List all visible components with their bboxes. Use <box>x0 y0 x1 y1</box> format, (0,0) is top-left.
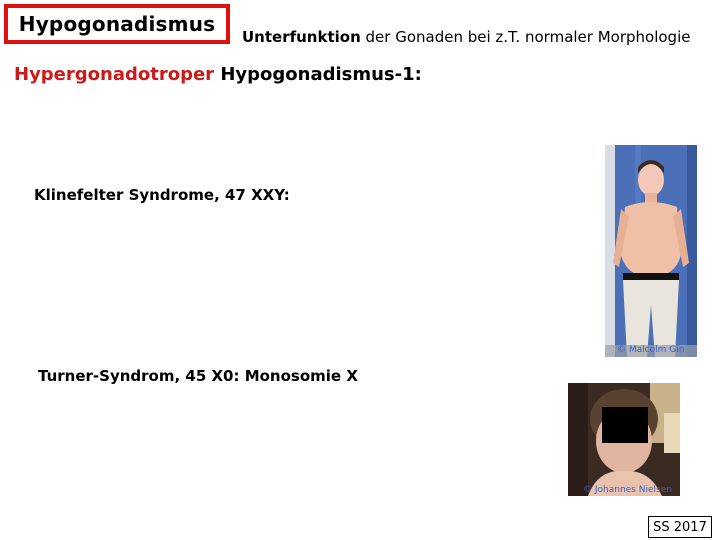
section-heading <box>14 64 422 85</box>
turner-photo <box>568 383 680 496</box>
turner-photo-image <box>568 383 680 496</box>
subtitle-rest: der Gonaden bei z.T. normaler Morphologie <box>360 28 691 46</box>
klinefelter-photo-image <box>605 145 697 357</box>
title-box <box>4 4 230 44</box>
semester-badge: SS 2017 <box>648 516 712 538</box>
klinefelter-label: Klinefelter Syndrome, 47 XXY: <box>34 186 290 204</box>
heading-red: Hypergonadotroper <box>14 64 215 85</box>
photo2-credit: © Johannes Nielsen <box>583 485 672 495</box>
subtitle-bold: Unterfunktion <box>242 28 361 46</box>
photo1-credit: © Malcolm Gin <box>617 345 685 355</box>
klinefelter-photo <box>605 145 697 357</box>
turner-label: Turner-Syndrom, 45 X0: Monosomie X <box>38 367 358 385</box>
heading-rest: Hypogonadismus-1: <box>214 64 422 85</box>
slide-subtitle <box>242 28 690 46</box>
slide-title: Hypogonadismus <box>18 12 216 36</box>
